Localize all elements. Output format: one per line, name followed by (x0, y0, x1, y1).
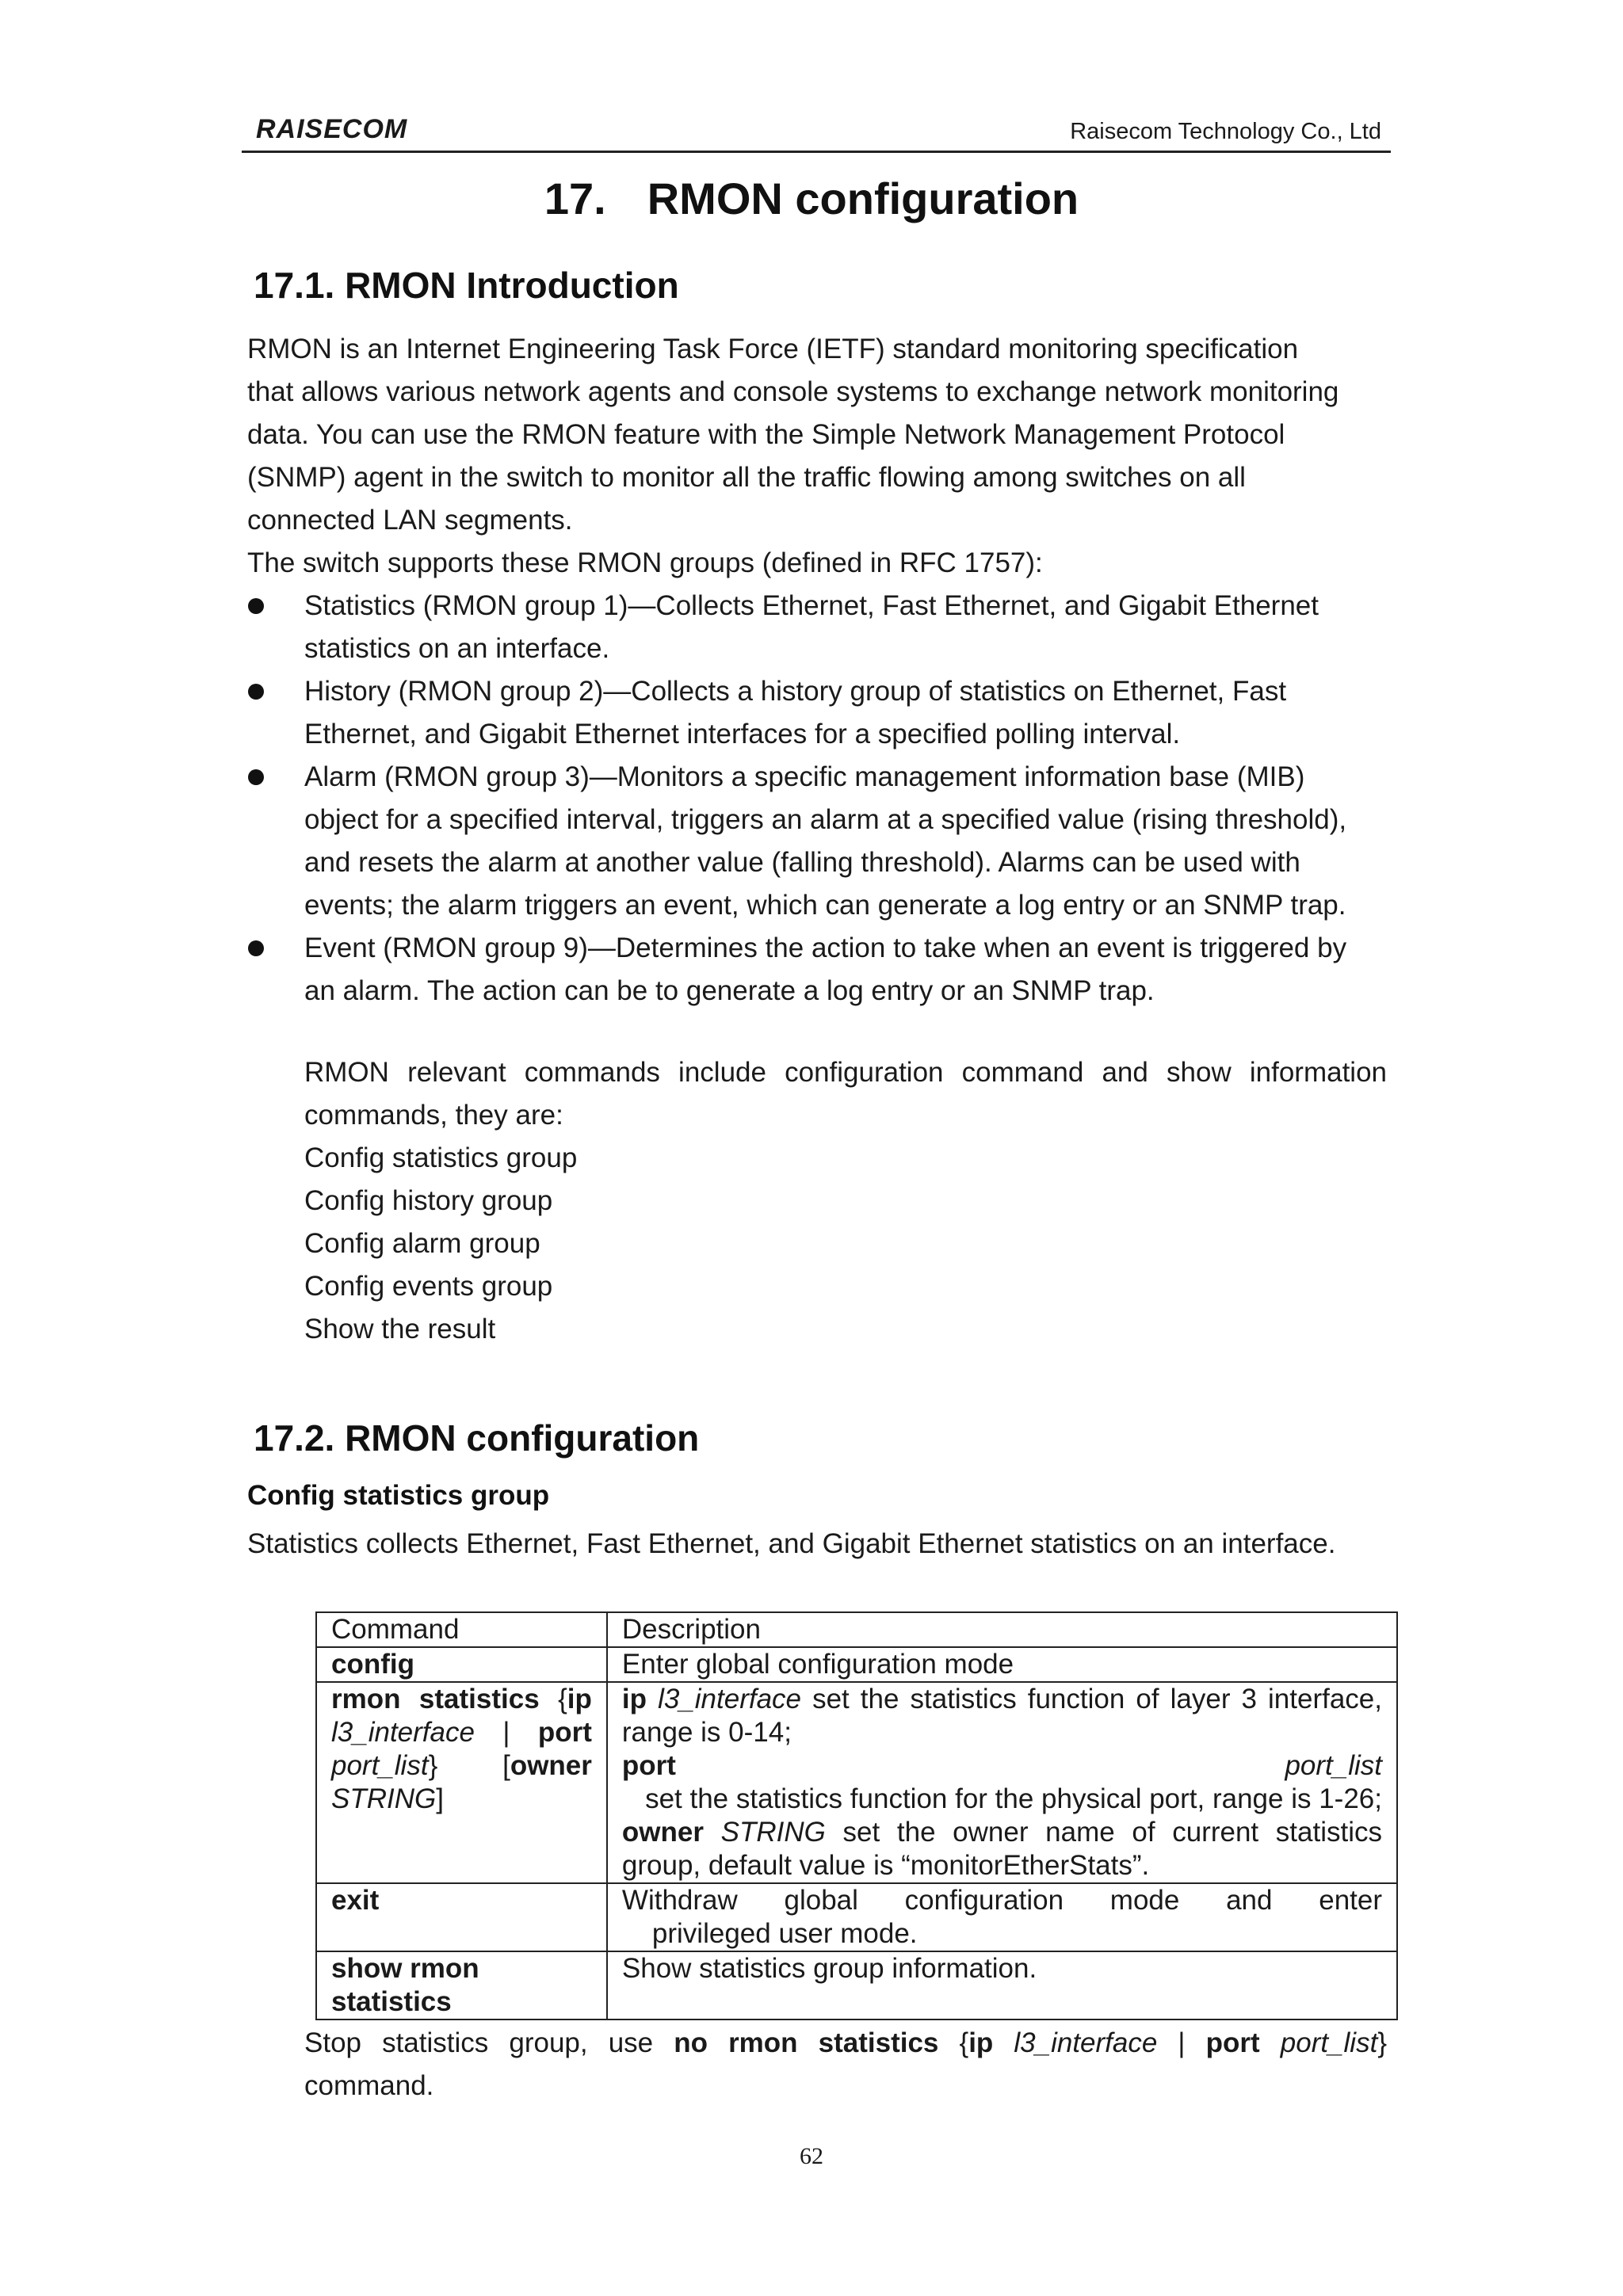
stop-statistics-note-end: command. (304, 2070, 434, 2101)
statistics-description: Statistics collects Ethernet, Fast Ethernet, and Gigabit Ethernet statistics on an interface. (247, 1528, 1336, 1559)
table-cell-command: show rmon statistics (316, 1951, 607, 2019)
command-list (304, 1137, 577, 1351)
list-item: Config history group (304, 1185, 553, 1216)
list-item: Config statistics group (304, 1142, 578, 1173)
list-item: Statistics (RMON group 1)—Collects Ethernet, Fast Ethernet, and Gigabit Ethernet statistics on an interface. (246, 585, 1395, 670)
table-cell-description: Withdraw global configuration mode and enter privileged user mode. (607, 1883, 1397, 1951)
bullet-icon (248, 769, 264, 785)
section-heading-config: 17.2. RMON configuration (254, 1417, 700, 1459)
company-logo: RAISECOM (256, 114, 408, 144)
commands-intro-line1: RMON relevant commands include configuration command and show information (304, 1057, 1387, 1088)
table-header-row (316, 1612, 1397, 1647)
chapter-title-text: RMON configuration (647, 174, 1079, 223)
list-item: Config events group (304, 1271, 553, 1302)
table-cell-description: Enter global configuration mode (607, 1647, 1397, 1682)
section-heading-intro: 17.1. RMON Introduction (254, 265, 679, 306)
commands-intro-line2: commands, they are: (304, 1100, 563, 1131)
stop-statistics-note: Stop statistics group, use no rmon statistics {ip l3_interface | port port_list} (304, 2027, 1388, 2058)
intro-line: (SNMP) agent in the switch to monitor all the traffic flowing among switches on all (247, 462, 1246, 493)
table-cell-description: ip l3_interface set the statistics function of layer 3 interface, range is 0-14; port port_list set the statistics function for the physical port, range is 1-26; owner STRING set the owner name of current statistics group, default value is “monitorEtherStats”. (607, 1682, 1397, 1883)
list-item: Event (RMON group 9)—Determines the action to take when an event is triggered by an alarm. The action can be to generate a log entry or an SNMP trap. (246, 927, 1395, 1013)
page-number: 62 (800, 2143, 823, 2169)
list-item: Alarm (RMON group 3)—Monitors a specific management information base (MIB) object for a specified interval, triggers an alarm at a specified value (rising threshold), and resets the alarm at another value (falling threshold). Alarms can be used with events; the alarm triggers an event, which can generate a log entry or an SNMP trap. (246, 756, 1395, 927)
table-row (316, 1647, 1397, 1682)
intro-line: RMON is an Internet Engineering Task Force (IETF) standard monitoring specification (247, 334, 1299, 364)
table-row (316, 1951, 1397, 2019)
page-header (242, 111, 1391, 153)
table-header-cell: Command (316, 1612, 607, 1647)
bullet-icon (248, 684, 264, 700)
table-row (316, 1883, 1397, 1951)
intro-paragraph (247, 328, 1396, 585)
intro-line: that allows various network agents and console systems to exchange network monitoring (247, 376, 1339, 407)
intro-line: data. You can use the RMON feature with the Simple Network Management Protocol (247, 419, 1285, 450)
table-cell-command: exit (316, 1883, 607, 1951)
table-cell-command: config (316, 1647, 607, 1682)
list-item: Config alarm group (304, 1228, 540, 1259)
command-table (315, 1611, 1398, 2020)
table-row (316, 1682, 1397, 1883)
chapter-number: 17. (544, 174, 606, 223)
bullet-icon (248, 940, 264, 956)
intro-line: connected LAN segments. (247, 505, 573, 536)
chapter-title (0, 173, 1623, 224)
list-item: Show the result (304, 1314, 496, 1344)
company-name: Raisecom Technology Co., Ltd (1070, 119, 1381, 144)
rmon-group-list (246, 585, 1395, 1013)
subheading: Config statistics group (247, 1480, 550, 1511)
list-item: History (RMON group 2)—Collects a history group of statistics on Ethernet, Fast Ethernet, and Gigabit Ethernet interfaces for a specified polling interval. (246, 670, 1395, 756)
table-cell-description: Show statistics group information. (607, 1951, 1397, 2019)
table-header-cell: Description (607, 1612, 1397, 1647)
groups-intro: The switch supports these RMON groups (defined in RFC 1757): (247, 547, 1043, 578)
bullet-icon (248, 598, 264, 614)
table-cell-command: rmon statistics {ip l3_interface | port port_list} [owner STRING] (316, 1682, 607, 1883)
